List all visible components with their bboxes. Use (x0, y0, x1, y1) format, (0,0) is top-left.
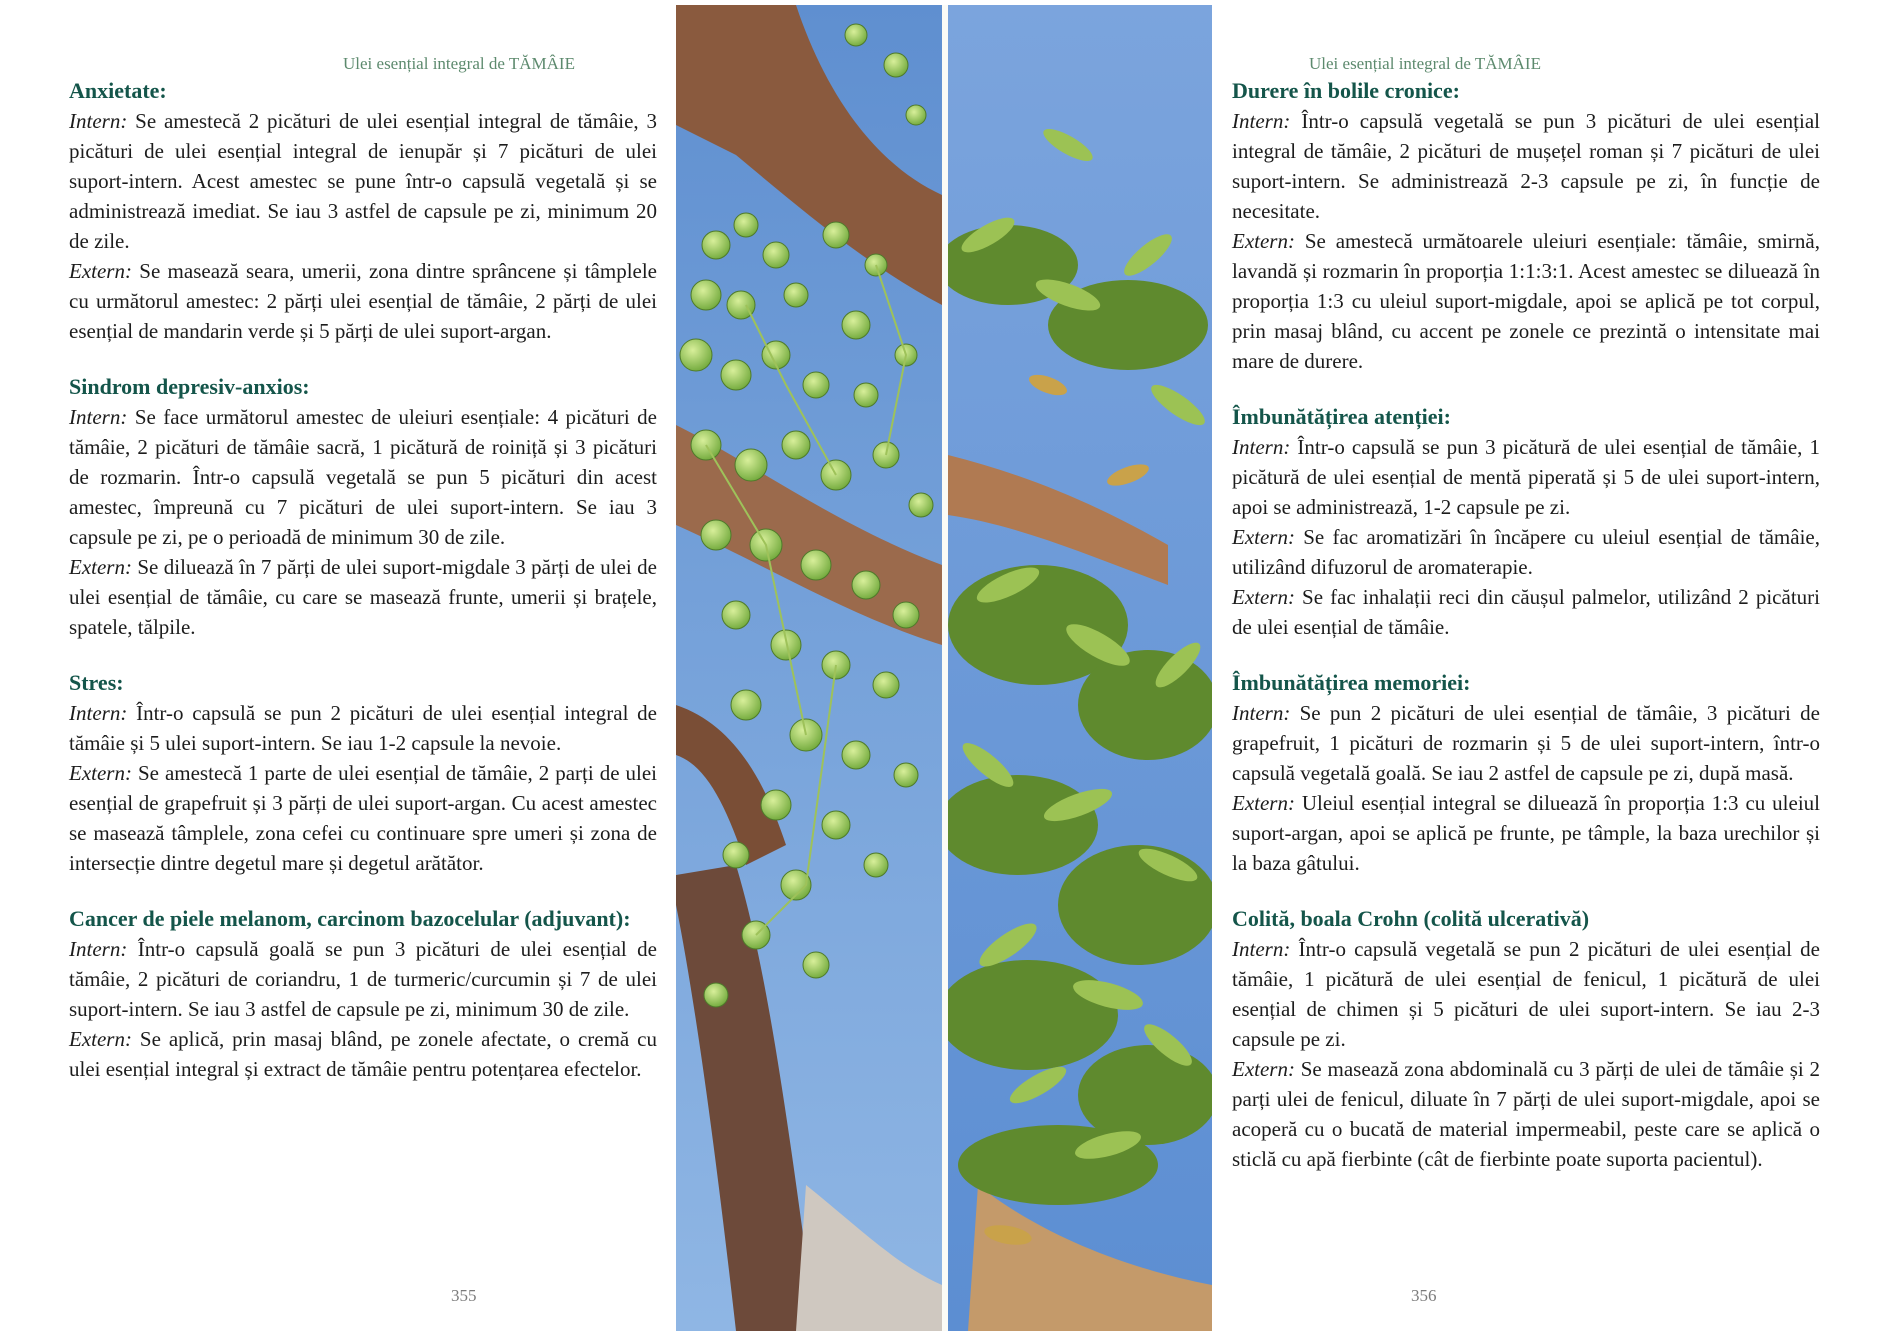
usage-text: Se face următorul amestec de uleiuri esențiale: 4 picături de tămâie, 2 picături de tămâie sacră, 1 picătură de roiniță și 3 picături de rozmarin. Într-o capsulă vegetală se pun 5 picături din acest amestec, împreună cu 7 picături de ulei suport-intern. Se iau 3 capsule pe zi, pe o perioadă de minimum 30 de zile. (69, 405, 657, 549)
usage-paragraph (1232, 226, 1820, 376)
remedy-section (69, 668, 657, 878)
usage-label: Intern: (69, 109, 128, 133)
section-heading: Îmbunătățirea memoriei: (1232, 670, 1471, 695)
usage-label: Extern: (1232, 1057, 1295, 1081)
right-page (1212, 0, 1881, 1331)
usage-label: Extern: (69, 555, 132, 579)
section-heading: Îmbunătățirea atenției: (1232, 404, 1451, 429)
usage-text: Se amestecă 1 parte de ulei esențial de tămâie, 2 parți de ulei esențial de grapefruit și 3 părți de ulei suport-argan. Cu acest amestec se masează tâmplele, zona cefei cu continuare spre umeri și zona de intersecție dintre degetul mare și degetul arătător. (69, 761, 657, 875)
usage-paragraph (69, 1024, 657, 1084)
usage-paragraph (69, 256, 657, 346)
section-heading: Colită, boala Crohn (colită ulcerativă) (1232, 906, 1590, 931)
running-head-left: Ulei esențial integral de TĂMÂIE (343, 54, 575, 73)
remedy-section (69, 904, 657, 1084)
usage-paragraph (69, 552, 657, 642)
page-number-right: 356 (1411, 1286, 1437, 1305)
running-head-right: Ulei esențial integral de TĂMÂIE (1309, 54, 1541, 73)
usage-label: Extern: (69, 1027, 132, 1051)
usage-text: Se diluează în 7 părți de ulei suport-migdale 3 părți de ulei de ulei esențial de tămâie, cu care se masează frunte, umerii și brațele, spatele, tălpile. (69, 555, 657, 639)
usage-label: Extern: (1232, 585, 1295, 609)
usage-paragraph (1232, 934, 1820, 1054)
usage-label: Extern: (1232, 791, 1295, 815)
usage-text: Se fac inhalații reci din căușul palmelor, utilizând 2 picături de ulei esențial de tămâie. (1232, 585, 1820, 639)
remedy-section (1232, 904, 1820, 1174)
left-page (0, 0, 676, 1331)
usage-text: Uleiul esențial integral se diluează în proporția 1:3 cu uleiul suport-argan, apoi se aplică pe frunte, pe tâmple, la baza urechilor și la baza gâtului. (1232, 791, 1820, 875)
flowers-image (676, 5, 942, 1331)
usage-label: Extern: (1232, 525, 1295, 549)
usage-paragraph (1232, 432, 1820, 522)
usage-text: Într-o capsulă vegetală se pun 2 picături de ulei esențial de tămâie, 1 picătură de ulei esențial de fenicul, 1 picătură de ulei esențial de chimen și 5 picături de ulei suport-intern. Se iau 2-3 capsule pe zi. (1232, 937, 1820, 1051)
usage-label: Intern: (1232, 435, 1291, 459)
usage-label: Extern: (69, 259, 132, 283)
usage-label: Intern: (1232, 937, 1291, 961)
usage-text: Se amestecă 2 picături de ulei esențial integral de tămâie, 3 picături de ulei esențial integral de ienupăr și 7 picături de ulei suport-intern. Acest amestec se pune într-o capsulă vegetală și se administrează imediat. Se iau 3 astfel de capsule pe zi, minimum 20 de zile. (69, 109, 657, 253)
usage-paragraph (1232, 522, 1820, 582)
right-text-column (1232, 76, 1820, 1200)
usage-paragraph (1232, 582, 1820, 642)
usage-paragraph (1232, 106, 1820, 226)
usage-label: Intern: (69, 937, 128, 961)
usage-paragraph (1232, 788, 1820, 878)
remedy-section (1232, 402, 1820, 642)
usage-label: Intern: (69, 405, 128, 429)
usage-paragraph (69, 106, 657, 256)
usage-text: Într-o capsulă vegetală se pun 3 picături de ulei esențial integral de tămâie, 2 picături de mușețel roman și 7 picături de ulei suport-intern. Se administrează 2-3 capsule pe zi, în funcție de necesitate. (1232, 109, 1820, 223)
usage-text: Într-o capsulă se pun 2 picături de ulei esențial integral de tămâie și 5 ulei suport-intern. Se iau 1-2 capsule la nevoie. (69, 701, 657, 755)
usage-label: Intern: (69, 701, 128, 725)
usage-text: Într-o capsulă goală se pun 3 picături de ulei esențial de tămâie, 2 picături de coriandru, 1 de turmeric/curcumin și 7 de ulei suport-intern. Se iau 3 astfel de capsule pe zi, minimum 30 de zile. (69, 937, 657, 1021)
section-heading: Stres: (69, 670, 124, 695)
usage-text: Într-o capsulă se pun 3 picătură de ulei esențial de tămâie, 1 picătură de ulei esențial de mentă piperată și 5 de ulei suport-intern, apoi se administrează, 1-2 capsule pe zi. (1232, 435, 1820, 519)
remedy-section (1232, 668, 1820, 878)
usage-text: Se amestecă următoarele uleiuri esențiale: tămâie, smirnă, lavandă și rozmarin în proporția 1:1:3:1. Acest amestec se diluează în proporția 1:3 cu uleiul suport-migdale, apoi se aplică pe tot corpul, prin masaj blând, cu accent pe zonele ce prezintă o intensitate mai mare de durere. (1232, 229, 1820, 373)
frankincense-flowers-photo (676, 5, 942, 1331)
usage-label: Extern: (69, 761, 132, 785)
usage-paragraph (69, 698, 657, 758)
section-heading: Anxietate: (69, 78, 167, 103)
usage-paragraph (1232, 698, 1820, 788)
section-heading: Sindrom depresiv-anxios: (69, 374, 310, 399)
usage-paragraph (69, 402, 657, 552)
usage-text: Se masează seara, umerii, zona dintre sprâncene și tâmplele cu următorul amestec: 2 părți ulei esențial de tămâie, 2 părți de ulei esențial de mandarin verde și 5 părți de ulei suport-argan. (69, 259, 657, 343)
section-heading: Durere în bolile cronice: (1232, 78, 1460, 103)
remedy-section (69, 76, 657, 346)
usage-paragraph (69, 934, 657, 1024)
left-text-column (69, 76, 657, 1110)
usage-text: Se masează zona abdominală cu 3 părți de ulei de tămâie și 2 parți ulei de fenicul, diluate în 7 părți de ulei suport-migdale, apoi se acoperă cu o bucată de material impermeabil, peste care se aplică o sticlă cu apă fierbinte (cât de fierbinte poate suporta pacientul). (1232, 1057, 1820, 1171)
section-heading: Cancer de piele melanom, carcinom bazocelular (adjuvant): (69, 906, 631, 931)
usage-paragraph (69, 758, 657, 878)
page-number-left: 355 (451, 1286, 477, 1305)
usage-label: Intern: (1232, 701, 1291, 725)
usage-label: Intern: (1232, 109, 1291, 133)
remedy-section (1232, 76, 1820, 376)
usage-paragraph (1232, 1054, 1820, 1174)
usage-text: Se pun 2 picături de ulei esențial de tămâie, 3 picături de grapefruit, 1 picături de rozmarin și 5 de ulei suport-intern, într-o capsulă vegetală goală. Se iau 2 astfel de capsule pe zi, după masă. (1232, 701, 1820, 785)
frankincense-leaves-photo (948, 5, 1212, 1331)
usage-text: Se fac aromatizări în încăpere cu uleiul esențial de tămâie, utilizând difuzorul de aromaterapie. (1232, 525, 1820, 579)
usage-label: Extern: (1232, 229, 1295, 253)
remedy-section (69, 372, 657, 642)
leaves-image (948, 5, 1212, 1331)
usage-text: Se aplică, prin masaj blând, pe zonele afectate, o cremă cu ulei esențial integral și extract de tămâie pentru potențarea efectelor. (69, 1027, 657, 1081)
